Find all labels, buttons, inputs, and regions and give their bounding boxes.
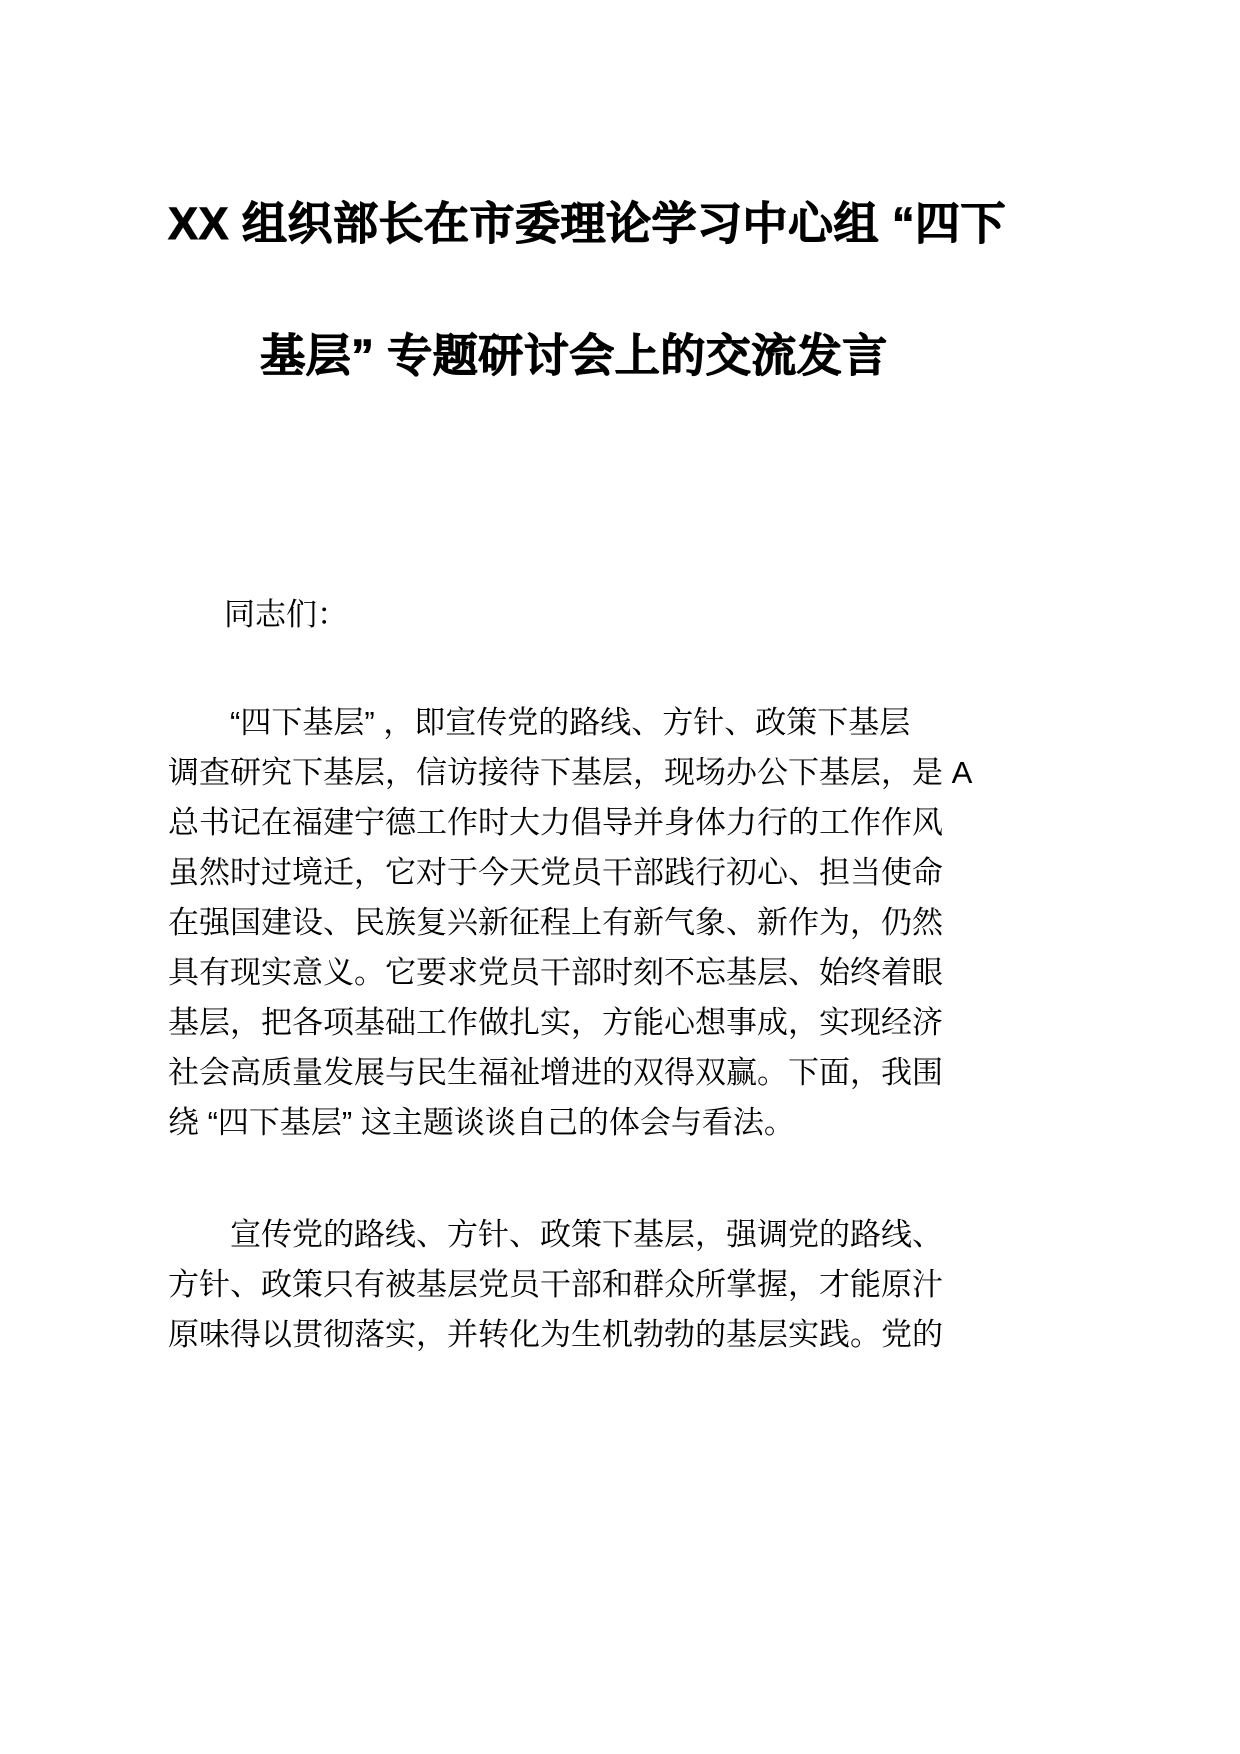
page-title-line-2: 基层” 专题研讨会上的交流发言 <box>260 330 888 381</box>
paragraph-spacer <box>168 1148 980 1210</box>
paragraph-1-line-1-text: “四下基层” ，即宣传党的路线、方针、政策下基层 <box>230 705 911 740</box>
paragraph-2 <box>168 1210 980 1360</box>
paragraph-1-line-9: 绕 “四下基层” 这主题谈谈自己的体会与看法。 <box>168 1105 795 1140</box>
paragraph-2-line-1-text: 宣传党的路线、方针、政策下基层，强调党的路线、 <box>230 1217 943 1252</box>
paragraph-1-line-2: 调查研究下基层，信访接待下基层，现场办公下基层，是 A <box>168 755 973 790</box>
paragraph-1-line-4: 虽然时过境迁，它对于今天党员干部践行初心、担当使命 <box>168 855 943 890</box>
paragraph-2-line-3: 原味得以贯彻落实，并转化为生机勃勃的基层实践。党的 <box>168 1317 943 1352</box>
paragraph-1-line-1 <box>168 698 980 748</box>
document-content <box>168 0 1007 1360</box>
page-title <box>168 0 1007 422</box>
salutation: 同志们： <box>224 597 348 632</box>
paragraph-2-line-2: 方针、政策只有被基层党员干部和群众所掌握，才能原汁 <box>168 1267 943 1302</box>
page-title-line-1: XX 组织部长在市委理论学习中心组 “四下 <box>168 198 1007 249</box>
paragraph-spacer <box>168 640 980 698</box>
paragraph-1-line-3: 总书记在福建宁德工作时大力倡导并身体力行的工作作风 <box>168 805 943 840</box>
paragraph-1-line-6: 具有现实意义。它要求党员干部时刻不忘基层、始终着眼 <box>168 955 943 990</box>
paragraph-1-line-5: 在强国建设、民族复兴新征程上有新气象、新作为，仍然 <box>168 905 943 940</box>
paragraph-1 <box>168 698 980 1148</box>
paragraph-1-line-7: 基层，把各项基础工作做扎实，方能心想事成，实现经济 <box>168 1005 943 1040</box>
paragraph-2-line-1 <box>168 1210 980 1260</box>
paragraph-1-line-8: 社会高质量发展与民生福祉增进的双得双赢。下面，我围 <box>168 1055 943 1090</box>
